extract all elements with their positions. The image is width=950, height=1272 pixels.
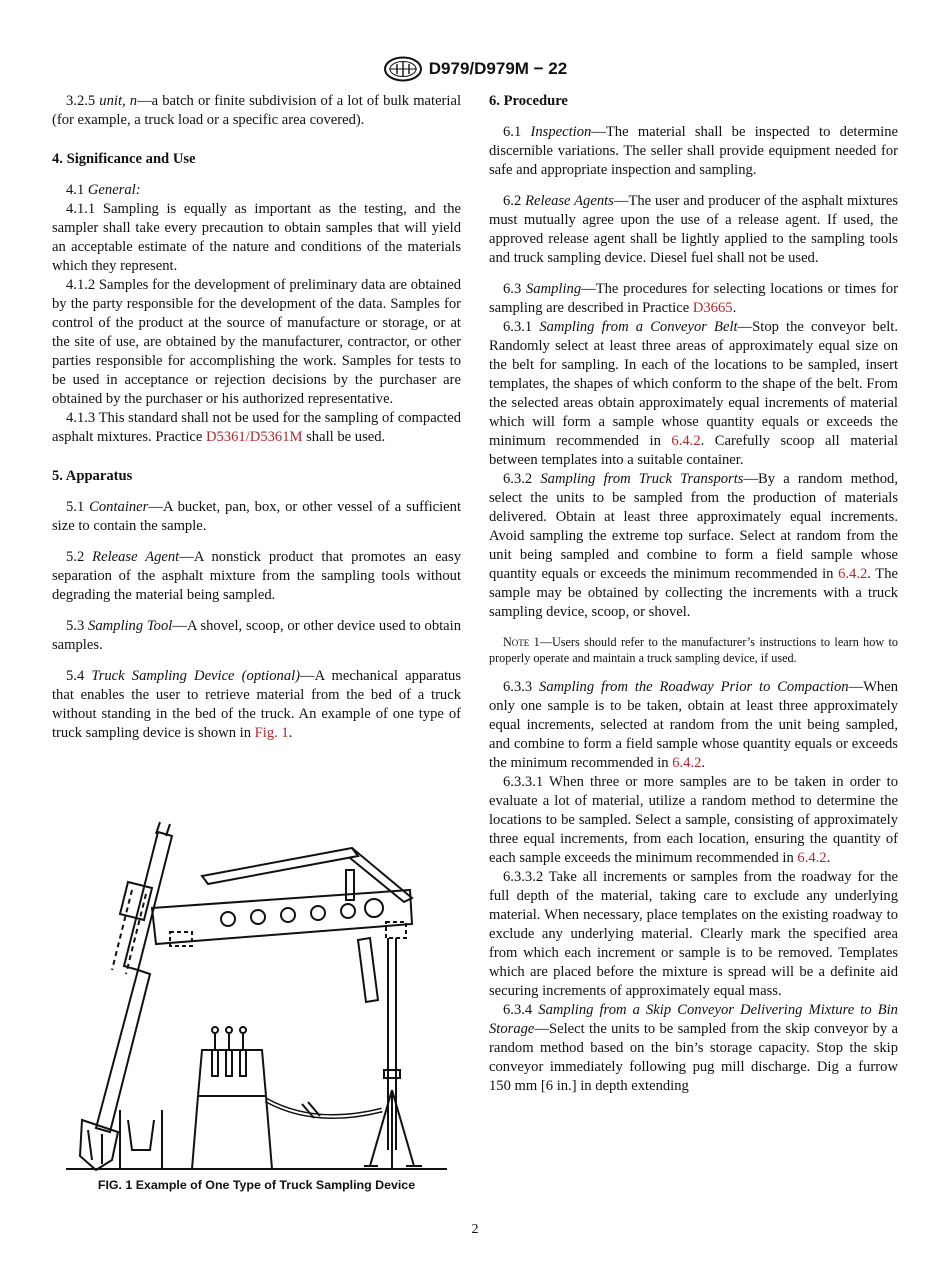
section-5-4: 5.4 Truck Sampling Device (optional)—A mechanical apparatus that enables the user to retrieve material from the bed of a truck without standing in the bed of the truck. An example of one type of truck sampling device is shown in Fig. 1.: [52, 668, 462, 741]
section-6-3-3: 6.3.3 Sampling from the Roadway Prior to Compaction—When only one sample is to be taken, obtain at least three approximately equal increments, selected at random from the unit being sampled, and combine to form a field sample whose quantity equals or exceeds the minimum recommended in 6.4.2.: [489, 679, 899, 771]
heading-apparatus: 5. Apparatus: [52, 468, 133, 484]
section-6-3-4: 6.3.4 Sampling from a Skip Conveyor Delivering Mixture to Bin Storage—Select the units to be sampled from the skip conveyor by a random method based on the bin’s storage capacity. Stop the skip conveyor immediately following pug mill discharge. Dig a furrow 150 mm [6 in.] in depth extending: [489, 1002, 898, 1094]
document-designation: D979/D979M − 22: [428, 59, 568, 78]
ref-6-4-2[interactable]: 6.4.2: [671, 433, 701, 449]
left-column: [52, 92, 461, 743]
heading-procedure: 6. Procedure: [489, 93, 568, 109]
ref-6-4-2[interactable]: 6.4.2: [672, 755, 702, 771]
right-column: [489, 92, 898, 1096]
figure-caption: FIG. 1 Example of One Type of Truck Sampling Device: [97, 1178, 416, 1192]
heading-significance: 4. Significance and Use: [52, 151, 196, 167]
section-5-3: 5.3 Sampling Tool—A shovel, scoop, or other device used to obtain samples.: [52, 618, 462, 653]
astm-logo-icon: [383, 56, 423, 82]
ref-d5361[interactable]: D5361/D5361M: [206, 429, 303, 445]
section-6-2: 6.2 Release Agents—The user and producer of the asphalt mixtures must mutually agree upon the use of a release agent. If used, the approved release agent shall be lightly applied to the sampling tools and truck sampling device. Diesel fuel shall not be used.: [489, 193, 899, 266]
section-3-2-5: 3.2.5 unit, n—a batch or finite subdivision of a lot of bulk material (for example, a truck load or a specific area covered).: [52, 93, 461, 128]
section-6-3: 6.3 Sampling—The procedures for selecting locations or times for sampling are described in Practice D3665.: [489, 281, 898, 316]
truck-sampling-device-figure: [52, 820, 461, 1172]
ref-6-4-2[interactable]: 6.4.2: [838, 566, 868, 582]
section-5-1: 5.1 Container—A bucket, pan, box, or other vessel of a sufficient size to contain the sample.: [52, 499, 461, 534]
section-6-3-3-1: 6.3.3.1 When three or more samples are to be taken in order to evaluate a lot of material, utilize a random method to determine the locations to be sampled. Select a sample, consisting of approximately three equal increments, from each location, ensuring the quantity of each sample exceeds the minimum recommended in 6.4.2.: [489, 774, 898, 866]
section-6-3-3-2: 6.3.3.2 Take all increments or samples from the roadway for the full depth of the material, taking care to exclude any underlying material. When necessary, place templates on the existing roadway to exclude any underlying material. Clearly mark the specified area from which each increment or sample is to be removed. Templates which are placed before the mixture is spread will be a definite aid securing increments of approximately equal mass.: [489, 869, 898, 999]
section-6-1: 6.1 Inspection—The material shall be inspected to determine discernible variations. The seller shall provide equipment needed for safe and appropriate inspection and sampling.: [489, 124, 898, 178]
section-4-1-1: 4.1.1 Sampling is equally as important as the testing, and the sampler shall take every precaution to obtain samples that will yield an acceptable estimate of the nature and conditions of the materials which they represent.: [52, 201, 461, 274]
ref-fig-1[interactable]: Fig. 1: [254, 725, 289, 741]
ref-d3665[interactable]: D3665: [692, 300, 733, 316]
ref-6-4-2[interactable]: 6.4.2: [797, 850, 827, 866]
section-6-3-2: 6.3.2 Sampling from Truck Transports—By a random method, select the units to be sampled from the production of materials delivered. Obtain at least three approximately equal increments. Avoid sampling the extreme top surface. Select at random from the unit being sampled and combine to form a field sample whose quantity equals or exceeds the minimum recommended in 6.4.2. The sample may be obtained by collecting the increments with a truck sampling device, scoop, or shovel.: [489, 471, 898, 620]
section-4-1: 4.1 General:: [66, 182, 141, 198]
section-5-2: 5.2 Release Agent—A nonstick product that promotes an easy separation of the asphalt mixture from the sampling tools without degrading the material being sampled.: [52, 549, 462, 603]
page-header: [0, 56, 950, 82]
page-number: 2: [471, 1222, 479, 1237]
section-4-1-2: 4.1.2 Samples for the development of preliminary data are obtained by the party responsible for the development of the data. Samples for control of the product at the source of manufacture or storage, or at the site of use, are obtained by the manufacturer, contractor, or other parties responsible for accomplishing the work. Samples for tests to be used in acceptance or rejection decisions by the purchaser are obtained by the purchaser or his authorized representative.: [52, 277, 461, 407]
note-1: Note 1—Users should refer to the manufacturer’s instructions to learn how to properly operate and maintain a truck sampling device, if used.: [489, 635, 899, 665]
section-6-3-1: 6.3.1 Sampling from a Conveyor Belt—Stop the conveyor belt. Randomly select at least three areas of approximately equal size on the belt for sampling. In each of the locations to be sampled, insert templates, the shapes of which conform to the shape of the belt. From the selected areas obtain approximately equal increments of material which will form a sample whose quantity equals or exceeds the minimum recommended in 6.4.2. Carefully scoop all material between templates into a suitable container.: [489, 319, 899, 468]
section-4-1-3: 4.1.3 This standard shall not be used for the sampling of compacted asphalt mixtures. Practice D5361/D5361M shall be used.: [52, 410, 461, 445]
